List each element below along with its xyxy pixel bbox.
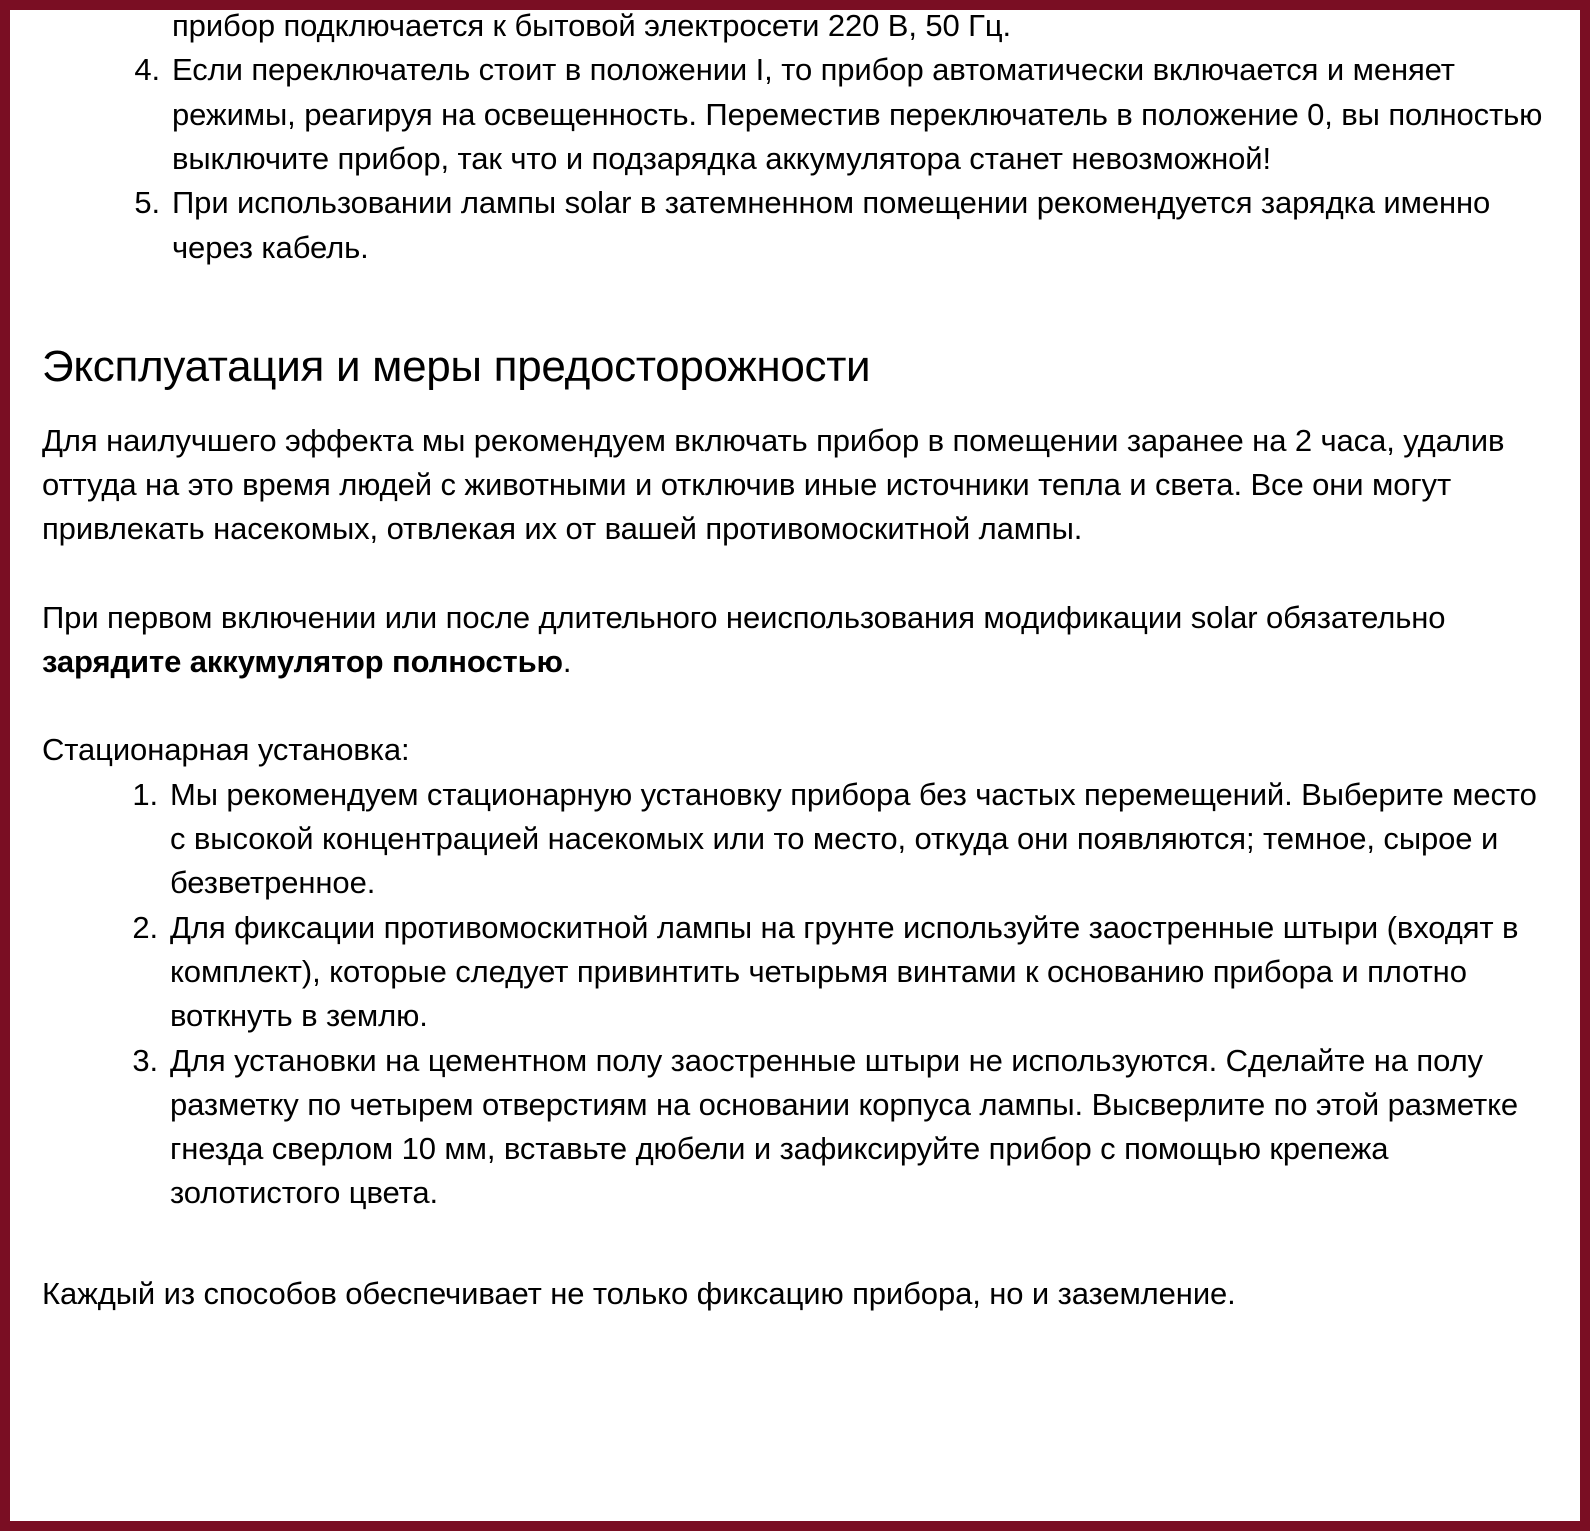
list-item bbox=[42, 773, 1558, 906]
instructions-list-part-one bbox=[42, 48, 1558, 270]
paragraph-two-prefix: При первом включении или после длительного неиспользования модификации solar обязательно bbox=[42, 599, 1446, 635]
paragraph-two-suffix: . bbox=[562, 643, 572, 679]
list-item bbox=[42, 181, 1558, 270]
subsection-label: Стационарная установка: bbox=[42, 732, 410, 768]
list-item-marker: 4. bbox=[134, 52, 160, 88]
spacer bbox=[42, 1216, 1558, 1272]
spacer bbox=[42, 684, 1558, 728]
top-continuation-text: прибор подключается к бытовой электросети 220 В, 50 Гц. bbox=[172, 8, 1012, 43]
list-item bbox=[42, 1039, 1558, 1216]
spacer bbox=[42, 393, 1558, 419]
list-item-text: При использовании лампы solar в затемненном помещении рекомендуется зарядка именно через кабель. bbox=[172, 185, 1491, 265]
list-item-marker: 5. bbox=[134, 185, 160, 221]
list-item-marker: 2. bbox=[132, 909, 158, 945]
section-heading: Эксплуатация и меры предосторожности bbox=[42, 341, 871, 391]
list-item bbox=[42, 906, 1558, 1039]
list-item-text: Для фиксации противомоскитной лампы на грунте используйте заостренные штыри (входят в комплект), которые следует привинтить четырьмя винтами к основанию прибора и плотно воткнуть в землю. bbox=[170, 909, 1519, 1034]
closing-paragraph: Каждый из способов обеспечивает не только фиксацию прибора, но и заземление. bbox=[42, 1275, 1236, 1311]
document-content bbox=[10, 4, 1580, 1316]
list-item-text: Если переключатель стоит в положении I, то прибор автоматически включается и меняет режимы, реагируя на освещенность. Переместив переключатель в положение 0, вы полностью выключите прибор, так что и подзарядка аккумулятора станет невозможной! bbox=[172, 52, 1543, 176]
spacer bbox=[42, 270, 1558, 342]
spacer bbox=[42, 552, 1558, 596]
section-paragraph-two bbox=[42, 596, 1558, 685]
list-item bbox=[42, 48, 1558, 181]
list-item-marker: 3. bbox=[132, 1042, 158, 1078]
list-item-marker: 1. bbox=[132, 776, 158, 812]
installation-list bbox=[42, 773, 1558, 1216]
list-item-text: Для установки на цементном полу заостренные штыри не используются. Сделайте на полу разметку по четырем отверстиям на основании корпуса лампы. Высверлите по этой разметке гнезда сверлом 10 мм, вставьте дюбели и зафиксируйте прибор с помощью крепежа золотистого цвета. bbox=[170, 1042, 1519, 1211]
section-paragraph-one: Для наилучшего эффекта мы рекомендуем включать прибор в помещении заранее на 2 часа, удалив оттуда на это время людей с животными и отключив иные источники тепла и света. Все они могут привлекать насекомых, отвлекая их от вашей противомоскитной лампы. bbox=[42, 422, 1505, 547]
list-item-text: Мы рекомендуем стационарную установку прибора без частых перемещений. Выберите место с высокой концентрацией насекомых или то место, откуда они появляются; темное, сырое и безветренное. bbox=[170, 776, 1537, 901]
paragraph-two-bold: зарядите аккумулятор полностью bbox=[42, 643, 563, 679]
